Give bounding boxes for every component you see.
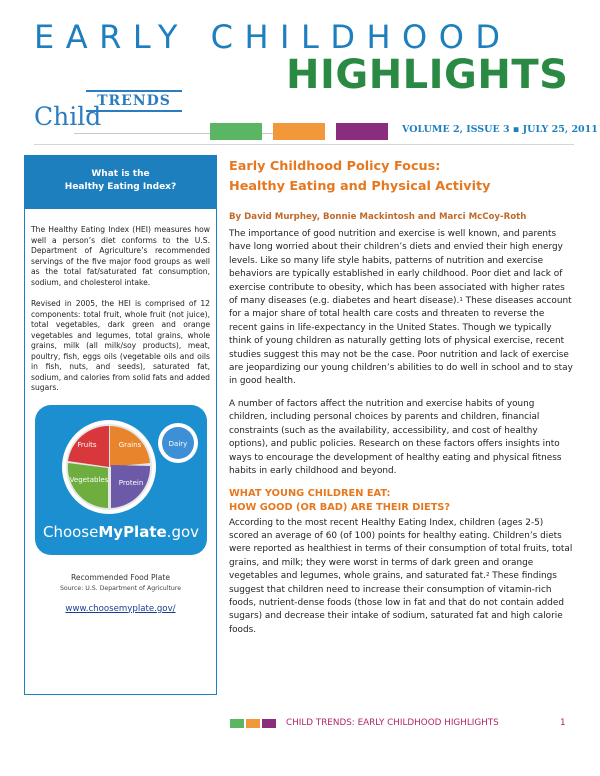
plate-caption: Recommended Food Plate (70, 572, 171, 582)
sidebar-paragraph-2: Revised in 2005, the HEI is comprised of 12 components: total fruit, whole fruit (not juice), total vegetables, dark green and orange vegetables and legumes, total grains, whole grains, milk (all milk/soy products), meat, poultry, fish, eggs oils (vegetable oils and oils in fish, nuts, and seeds), saturated fat, sodium, and calories from solid fats and added sugars. (31, 299, 210, 392)
child-trends-logo (34, 90, 184, 136)
sidebar-paragraph-1: The Healthy Eating Index (HEI) measures how well a person’s diet conforms to the U.S. Department of Agriculture’s recommended servings of the five major food groups as well as the total fat/saturated fat consumption, sodium, and cholesterol intake. (31, 225, 210, 287)
article-byline: By David Murphey, Bonnie Mackintosh and Marci McCoy-Roth (229, 212, 527, 222)
plate-label-protein: Protein (118, 478, 143, 487)
section-heading-line2: HOW GOOD (OR BAD) ARE THEIR DIETS? (229, 501, 451, 513)
logo-child-text: Child (34, 102, 102, 131)
main-article (229, 157, 575, 637)
header-swatch-purple (336, 123, 388, 140)
article-title-line1: Early Childhood Policy Focus: (229, 159, 441, 174)
article-paragraph-2: A number of factors affect the nutrition and exercise habits of young children, including personal choices by parents and children, financial constraints (such as the availability, accessibility, and cost of healthy options), and public policies. Research on these factors offers insights into ways to encourage the development of healthy eating and physical fitness habits in early childhood and beyond. (229, 398, 562, 476)
plate-label-vegetables: Vegetables (69, 475, 108, 484)
header-swatch-orange (273, 123, 325, 140)
paragraph-1-text-b: These diseases account for a major share of total health care costs and threaten to reverse the recent gains in life-expectancy in the United States. Though we typically think of young children as naturally getting lots of physical exercise, recent studies suggest this may not be the case. Poor nutrition and lack of exercise are jeopardizing our young children’s abilities to do well in school and to stay in good health. (229, 296, 573, 387)
header-swatch-green (210, 123, 262, 140)
plate-label-grains: Grains (118, 440, 141, 449)
sidebar-hei (24, 155, 217, 695)
footer-swatch-orange (246, 719, 260, 728)
logo-trends-text: TRENDS (86, 90, 182, 112)
footnote-ref-1: 1 (459, 297, 463, 304)
plate-source: Source: U.S. Department of Agriculture (59, 584, 182, 592)
article-paragraph-3 (229, 517, 575, 638)
paragraph-3-text-a: According to the most recent Healthy Eating Index, children (ages 2-5) scored an average of 60 (of 100) points for healthy eating. Children’s diets were reported as healthiest in terms of their consumption of total fruits, total grains, and milk; they were worst in terms of dark green and orange vegetables and legumes, whole grains, and saturated fat. (229, 517, 573, 582)
newsletter-title-top: EARLY CHILDHOOD (34, 18, 512, 56)
article-title-line2: Healthy Eating and Physical Activity (229, 179, 491, 194)
footer-swatch-purple (262, 719, 276, 728)
plate-label-dairy: Dairy (168, 439, 187, 448)
footer-swatch-green (230, 719, 244, 728)
paragraph-1-text-a: The importance of good nutrition and exercise is well known, and parents have long worried about their children’s diets and envied their high energy levels. Like so many life style habits, patterns of nutrition and exercise behaviors are typically established in early childhood. Poor diet and lack of exercise contribute to obesity, which has been associated with higher rates of many diseases (e.g. diabetes and heart disease). (229, 229, 565, 307)
footer-label: CHILD TRENDS: EARLY CHILDHOOD HIGHLIGHTS (286, 718, 499, 728)
footnote-ref-2: 2 (485, 572, 490, 579)
page-number: 1 (560, 718, 566, 728)
section-heading-line1: WHAT YOUNG CHILDREN EAT: (229, 488, 391, 500)
myplate-brand: ChooseMyPlate.gov (42, 522, 199, 541)
sidebar-heading-line2: Healthy Eating Index? (64, 182, 177, 192)
article-paragraph-1 (229, 228, 575, 389)
issue-info: VOLUME 2, ISSUE 3 ▪ JULY 25, 2011 (402, 124, 598, 135)
plate-label-fruits: Fruits (76, 440, 97, 449)
newsletter-title-main: HIGHLIGHTS (286, 52, 569, 98)
myplate-graphic (35, 405, 207, 555)
sidebar-heading (25, 156, 216, 209)
choosemyplate-link[interactable]: www.choosemyplate.gov/ (65, 603, 176, 614)
article-title (229, 157, 575, 197)
sidebar-heading-line1: What is the (91, 169, 150, 179)
section-heading (229, 487, 575, 514)
myplate-image (35, 405, 207, 555)
paragraph-3-text-b: These findings suggest that children need to increase their consumption of vitamin-rich foods, nutrient-dense foods (those low in fat and that do not contain added sugars) and decrease their intake of sodium, saturated fat and high calorie foods. (229, 571, 565, 635)
header-divider (34, 144, 574, 145)
